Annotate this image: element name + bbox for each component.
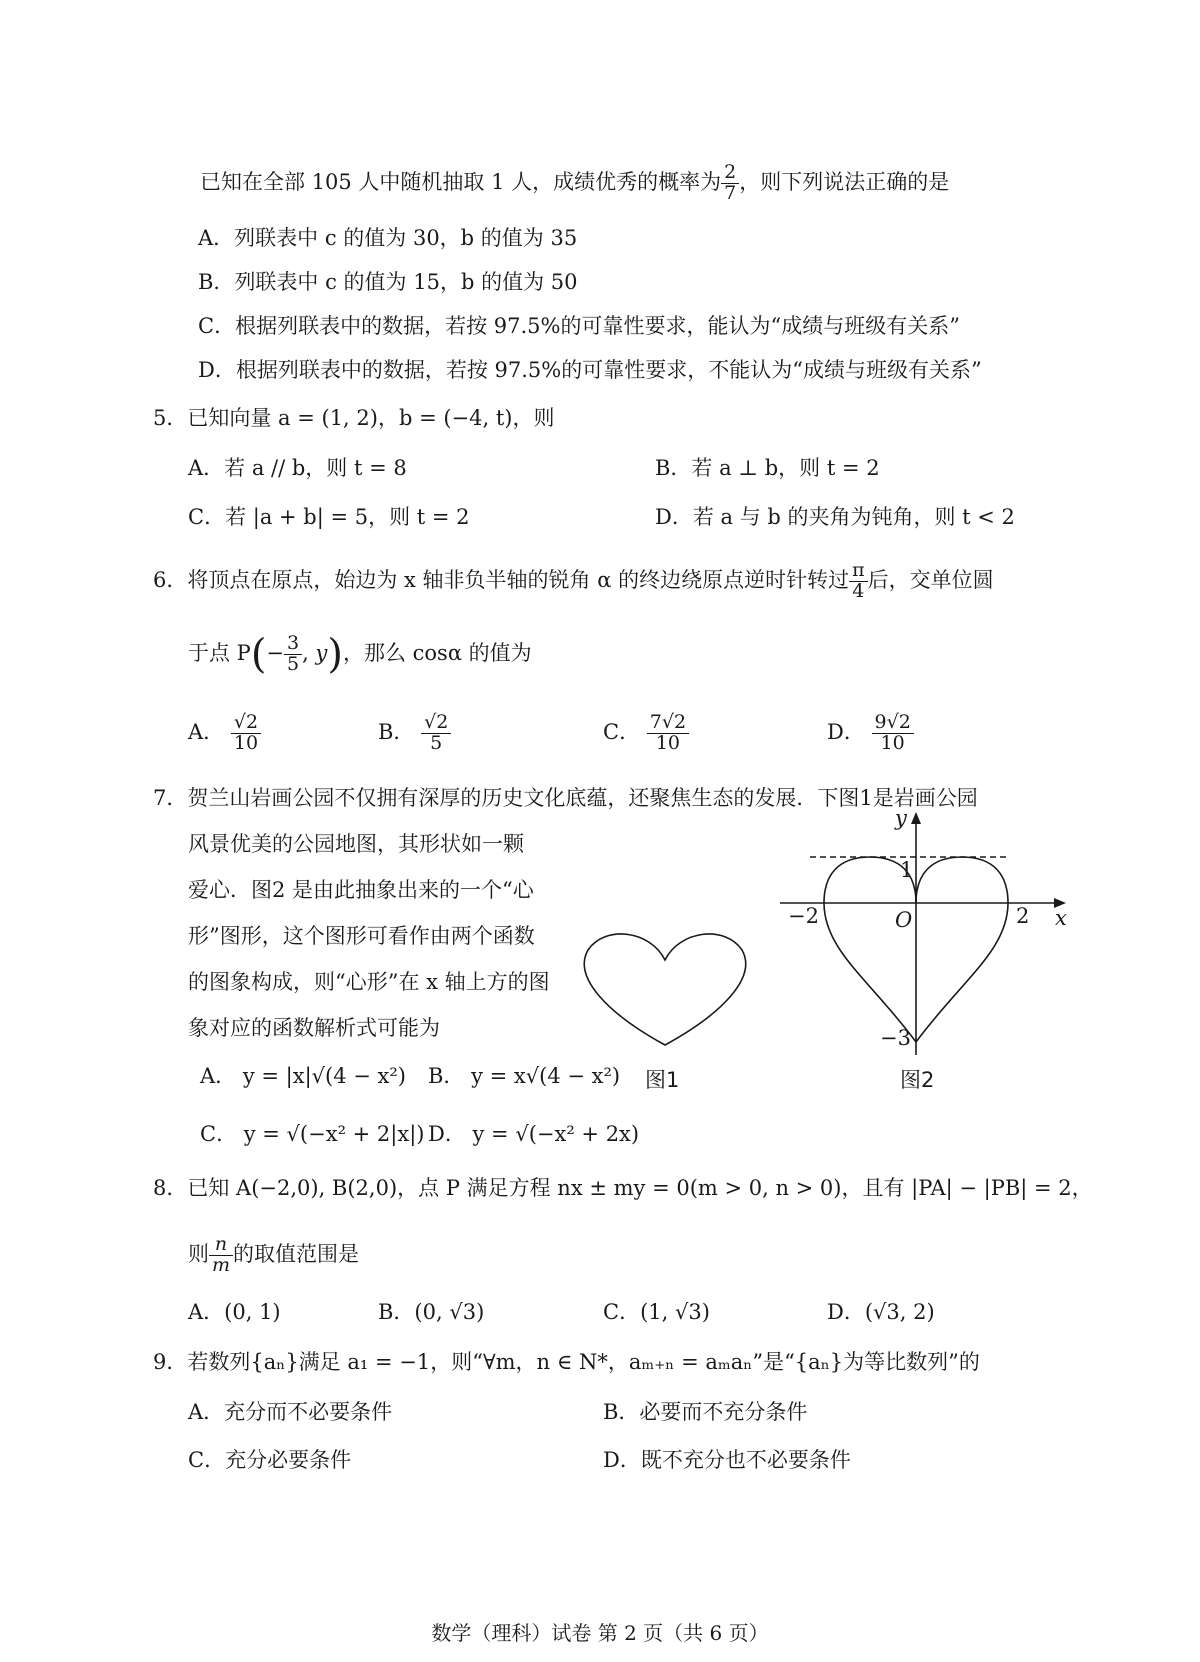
q7-stem-line3: 爱心．图2 是由此抽象出来的一个“心: [188, 878, 534, 902]
q8-ratio-den: m: [212, 1253, 231, 1276]
q7-option-c: C． y = √(−x² + 2|x|): [200, 1122, 425, 1146]
q6-angle-den: 4: [852, 579, 865, 602]
q6-point-x: [284, 634, 302, 675]
q4-option-a: [198, 228, 577, 249]
q6-option-b-den: 5: [430, 731, 443, 754]
page-footer: 数学（理科）试卷 第 2 页（共 6 页）: [431, 1621, 769, 1645]
q6-option-c-num: 7√2: [647, 713, 689, 734]
q6-option-b-num: √2: [421, 713, 451, 734]
q4-option-c-text: 根据列联表中的数据，若按 97.5%的可靠性要求，能认为“成绩与班级有关系”: [235, 314, 960, 338]
q5-option-b: B．若 a ⊥ b，则 t = 2: [655, 456, 880, 480]
q4-option-c: [198, 316, 960, 337]
q7-stem-line5: 的图象构成，则“心形”在 x 轴上方的图: [188, 970, 550, 994]
origin-label: O: [895, 908, 913, 932]
q6-option-c: [603, 713, 689, 754]
q4-option-a-label: A．: [198, 226, 235, 250]
q7-option-a: A． y = |x|√(4 − x²): [200, 1064, 406, 1088]
q7-stem-line2: 风景优美的公园地图，其形状如一颗: [188, 832, 524, 856]
q8-ratio-suffix: 的取值范围是: [233, 1241, 360, 1266]
figure-1-caption: 图1: [645, 1068, 680, 1092]
q9-option-d: D．既不充分也不必要条件: [603, 1448, 851, 1472]
q5-stem: 5．已知向量 a = (1, 2)，b = (−4, t)，则: [153, 406, 555, 430]
q6-stem-text: 6．将顶点在原点，始边为 x 轴非负半轴的锐角 α 的终边绕原点逆时针转过: [153, 567, 850, 592]
q4-option-b-text: 列联表中 c 的值为 15，b 的值为 50: [234, 270, 578, 294]
q6-point-den: 5: [287, 652, 300, 675]
x-axis-label: x: [1055, 906, 1067, 930]
q6-option-a-num: √2: [231, 713, 261, 734]
q4-option-d-text: 根据列联表中的数据，若按 97.5%的可靠性要求，不能认为“成绩与班级有关系”: [235, 358, 982, 382]
q4-stem-end: ，则下列说法正确的是: [739, 169, 950, 194]
q8-option-c: C．(1, √3): [603, 1300, 710, 1324]
heart-outline: [584, 934, 745, 1045]
right-paren: ): [327, 631, 343, 678]
y-axis-arrow: [911, 812, 921, 824]
q8-option-b: B．(0, √3): [378, 1300, 485, 1324]
q4-option-b: [198, 272, 577, 293]
tick-neg2: −2: [788, 904, 819, 928]
q9-stem: 9．若数列{aₙ}满足 a₁ = −1，则“∀m，n ∈ N*，aₘ₊ₙ = aₘaₙ”是“{aₙ}为等比数列”的: [153, 1350, 980, 1374]
q6-option-b: [378, 713, 451, 754]
q9-option-c: C．充分必要条件: [188, 1448, 352, 1472]
q5-option-d: D．若 a 与 b 的夹角为钝角，则 t < 2: [655, 505, 1015, 529]
q4-stem-text: 已知在全部 105 人中随机抽取 1 人，成绩优秀的概率为: [200, 169, 722, 194]
q8-ratio-prefix: 则: [188, 1241, 209, 1266]
figure-2-caption: 图2: [900, 1068, 935, 1092]
q7-stem-line1: 7．贺兰山岩画公园不仅拥有深厚的历史文化底蕴，还聚焦生态的发展．下图1是岩画公园: [153, 786, 978, 810]
q7-option-b: B． y = x√(4 − x²): [428, 1064, 621, 1088]
q6-point-label: 于点 P: [188, 640, 251, 665]
q6-option-b-value: [421, 713, 451, 754]
q8-option-d: D．(√3, 2): [827, 1300, 935, 1324]
q6-option-a-den: 10: [233, 731, 259, 754]
tick-neg3: −3: [880, 1026, 911, 1050]
q7-stem-line6: 象对应的函数解析式可能为: [188, 1016, 440, 1040]
q8-stem-line2: [188, 1235, 359, 1276]
q6-stem-text-3: ，那么 cosα 的值为: [342, 640, 532, 665]
q7-stem-line4: 形”图形，这个图形可看作由两个函数: [188, 924, 535, 948]
q6-option-d-num: 9√2: [872, 713, 914, 734]
q6-option-c-label: C．: [603, 719, 641, 744]
q4-option-d-label: D．: [198, 358, 236, 382]
q4-stem: [200, 163, 949, 204]
q6-option-d-den: 10: [880, 731, 905, 754]
heart-lower-right: [916, 903, 1008, 1042]
q6-angle-num: π: [849, 561, 868, 582]
q8-option-a: A．(0, 1): [188, 1300, 281, 1324]
q8-ratio-num: n: [209, 1235, 233, 1256]
q6-stem-line1: [153, 561, 994, 602]
q6-option-d-label: D．: [827, 719, 865, 744]
q6-point-num: 3: [284, 634, 302, 655]
left-paren: (: [250, 631, 267, 678]
tick-2: 2: [1016, 904, 1030, 928]
q6-option-d: [827, 713, 914, 754]
q4-option-c-label: C．: [198, 314, 236, 338]
q6-option-a-label: A．: [188, 719, 225, 744]
q5-option-a: A．若 a // b，则 t = 8: [188, 456, 407, 480]
q7-option-d: D． y = √(−x² + 2x): [428, 1122, 640, 1146]
q4-probability-den: 7: [724, 181, 737, 204]
q9-option-b: B．必要而不充分条件: [603, 1400, 808, 1424]
heart-upper-right: [916, 857, 1008, 903]
y-axis-label: y: [895, 806, 907, 830]
q6-option-b-label: B．: [378, 719, 415, 744]
q6-option-d-value: [872, 713, 914, 754]
q4-probability: [721, 163, 739, 204]
figure-2-heart-graph: [780, 806, 1070, 1060]
q6-rotation-angle: [849, 561, 868, 602]
q9-option-a: A．充分而不必要条件: [188, 1400, 393, 1424]
figure-1-heart: [580, 920, 750, 1050]
q6-option-c-den: 10: [655, 731, 680, 754]
q4-option-a-text: 列联表中 c 的值为 30，b 的值为 35: [234, 226, 578, 250]
q6-stem-line2: 于点 P(− $\frac{3}{5}$ , y)，那么 cosα 的值为: [188, 631, 532, 678]
q6-option-a: [188, 713, 261, 754]
tick-1: 1: [900, 858, 914, 882]
q4-option-b-label: B．: [198, 270, 235, 294]
q4-option-d: [198, 360, 982, 381]
q5-option-c: C．若 |a + b| = 5，则 t = 2: [188, 505, 470, 529]
q8-stem: 8．已知 A(−2,0), B(2,0)，点 P 满足方程 nx ± my = 0(m > 0, n > 0)，且有 |PA| − |PB| = 2，: [153, 1176, 1093, 1200]
q4-probability-num: 2: [721, 163, 739, 184]
q6-option-a-value: [231, 713, 261, 754]
q6-stem-text-2: 后，交单位圆: [867, 567, 994, 592]
q6-option-c-value: [647, 713, 689, 754]
q8-ratio: [209, 1235, 233, 1276]
